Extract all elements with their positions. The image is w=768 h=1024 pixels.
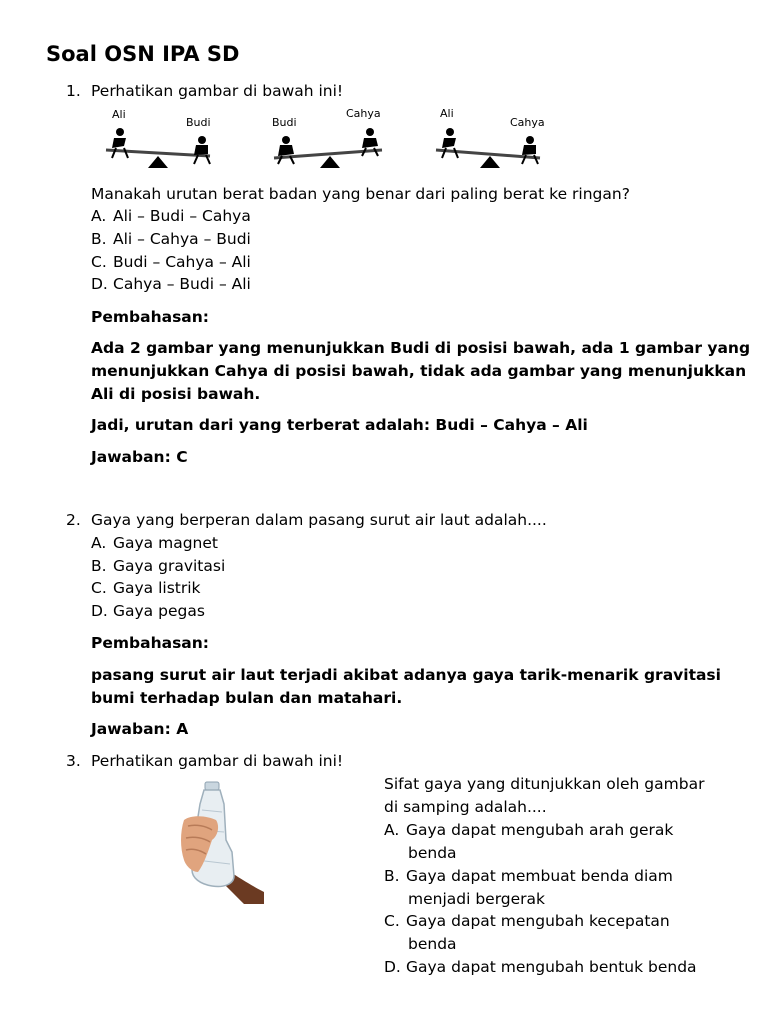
q1-discussion-label: Pembahasan: <box>91 308 209 326</box>
q1-text: Perhatikan gambar di bawah ini! <box>91 82 344 100</box>
seesaw-3-left-name: Ali <box>440 107 454 120</box>
q3-text: Perhatikan gambar di bawah ini! <box>91 752 344 770</box>
seesaw-3-right-name: Cahya <box>510 116 545 129</box>
seesaw-3 <box>436 107 545 168</box>
q1-discussion-line-2: menunjukkan Cahya di posisi bawah, tidak ada gambar yang menunjukkan <box>91 362 747 380</box>
seesaw-1-left-name: Ali <box>112 108 126 121</box>
q2-number: 2. <box>66 511 81 529</box>
q2-answer: Jawaban: A <box>91 720 189 738</box>
seesaw-1-right-name: Budi <box>186 116 211 129</box>
q1-discussion-line-1: Ada 2 gambar yang menunjukkan Budi di posisi bawah, ada 1 gambar yang <box>91 339 751 357</box>
q1-number: 1. <box>66 82 81 100</box>
q3-option-a-cont: benda <box>408 844 457 862</box>
q1-answer: Jawaban: C <box>91 448 188 466</box>
q3-option-d: D. Gaya dapat mengubah bentuk benda <box>384 958 697 976</box>
q3-option-c: C. Gaya dapat mengubah kecepatan <box>384 912 670 930</box>
q2-option-b: B. Gaya gravitasi <box>91 557 226 575</box>
q2-option-d: D. Gaya pegas <box>91 602 205 620</box>
q2-discussion-label: Pembahasan: <box>91 634 209 652</box>
q1-question: Manakah urutan berat badan yang benar dari paling berat ke ringan? <box>91 185 630 203</box>
seesaw-1 <box>106 108 211 168</box>
seesaw-illustration <box>98 104 558 174</box>
q1-discussion-line-3: Ali di posisi bawah. <box>91 385 261 403</box>
seesaw-2-right-name: Cahya <box>346 107 381 120</box>
seesaw-2 <box>272 107 382 168</box>
q1-option-d: D. Cahya – Budi – Ali <box>91 275 251 293</box>
q3-question-line-1: Sifat gaya yang ditunjukkan oleh gambar <box>384 775 705 793</box>
page-title: Soal OSN IPA SD <box>46 42 240 66</box>
seesaw-2-left-name: Budi <box>272 116 297 129</box>
q2-option-c: C. Gaya listrik <box>91 579 201 597</box>
q2-discussion-line-2: bumi terhadap bulan dan matahari. <box>91 689 403 707</box>
q3-number: 3. <box>66 752 81 770</box>
q3-option-a: A. Gaya dapat mengubah arah gerak <box>384 821 674 839</box>
q2-text: Gaya yang berperan dalam pasang surut air laut adalah.... <box>91 511 547 529</box>
q2-discussion-line-1: pasang surut air laut terjadi akibat adanya gaya tarik-menarik gravitasi <box>91 666 721 684</box>
q1-option-b: B. Ali – Cahya – Budi <box>91 230 251 248</box>
q3-option-c-cont: benda <box>408 935 457 953</box>
q2-option-a: A. Gaya magnet <box>91 534 218 552</box>
q1-option-c: C. Budi – Cahya – Ali <box>91 253 251 271</box>
q1-option-a: A. Ali – Budi – Cahya <box>91 207 251 225</box>
q3-option-b: B. Gaya dapat membuat benda diam <box>384 867 673 885</box>
q3-question-line-2: di samping adalah.... <box>384 798 547 816</box>
q3-option-b-cont: menjadi bergerak <box>408 890 546 908</box>
squeezed-bottle-image <box>178 780 268 904</box>
q1-conclusion: Jadi, urutan dari yang terberat adalah: Budi – Cahya – Ali <box>91 416 588 434</box>
